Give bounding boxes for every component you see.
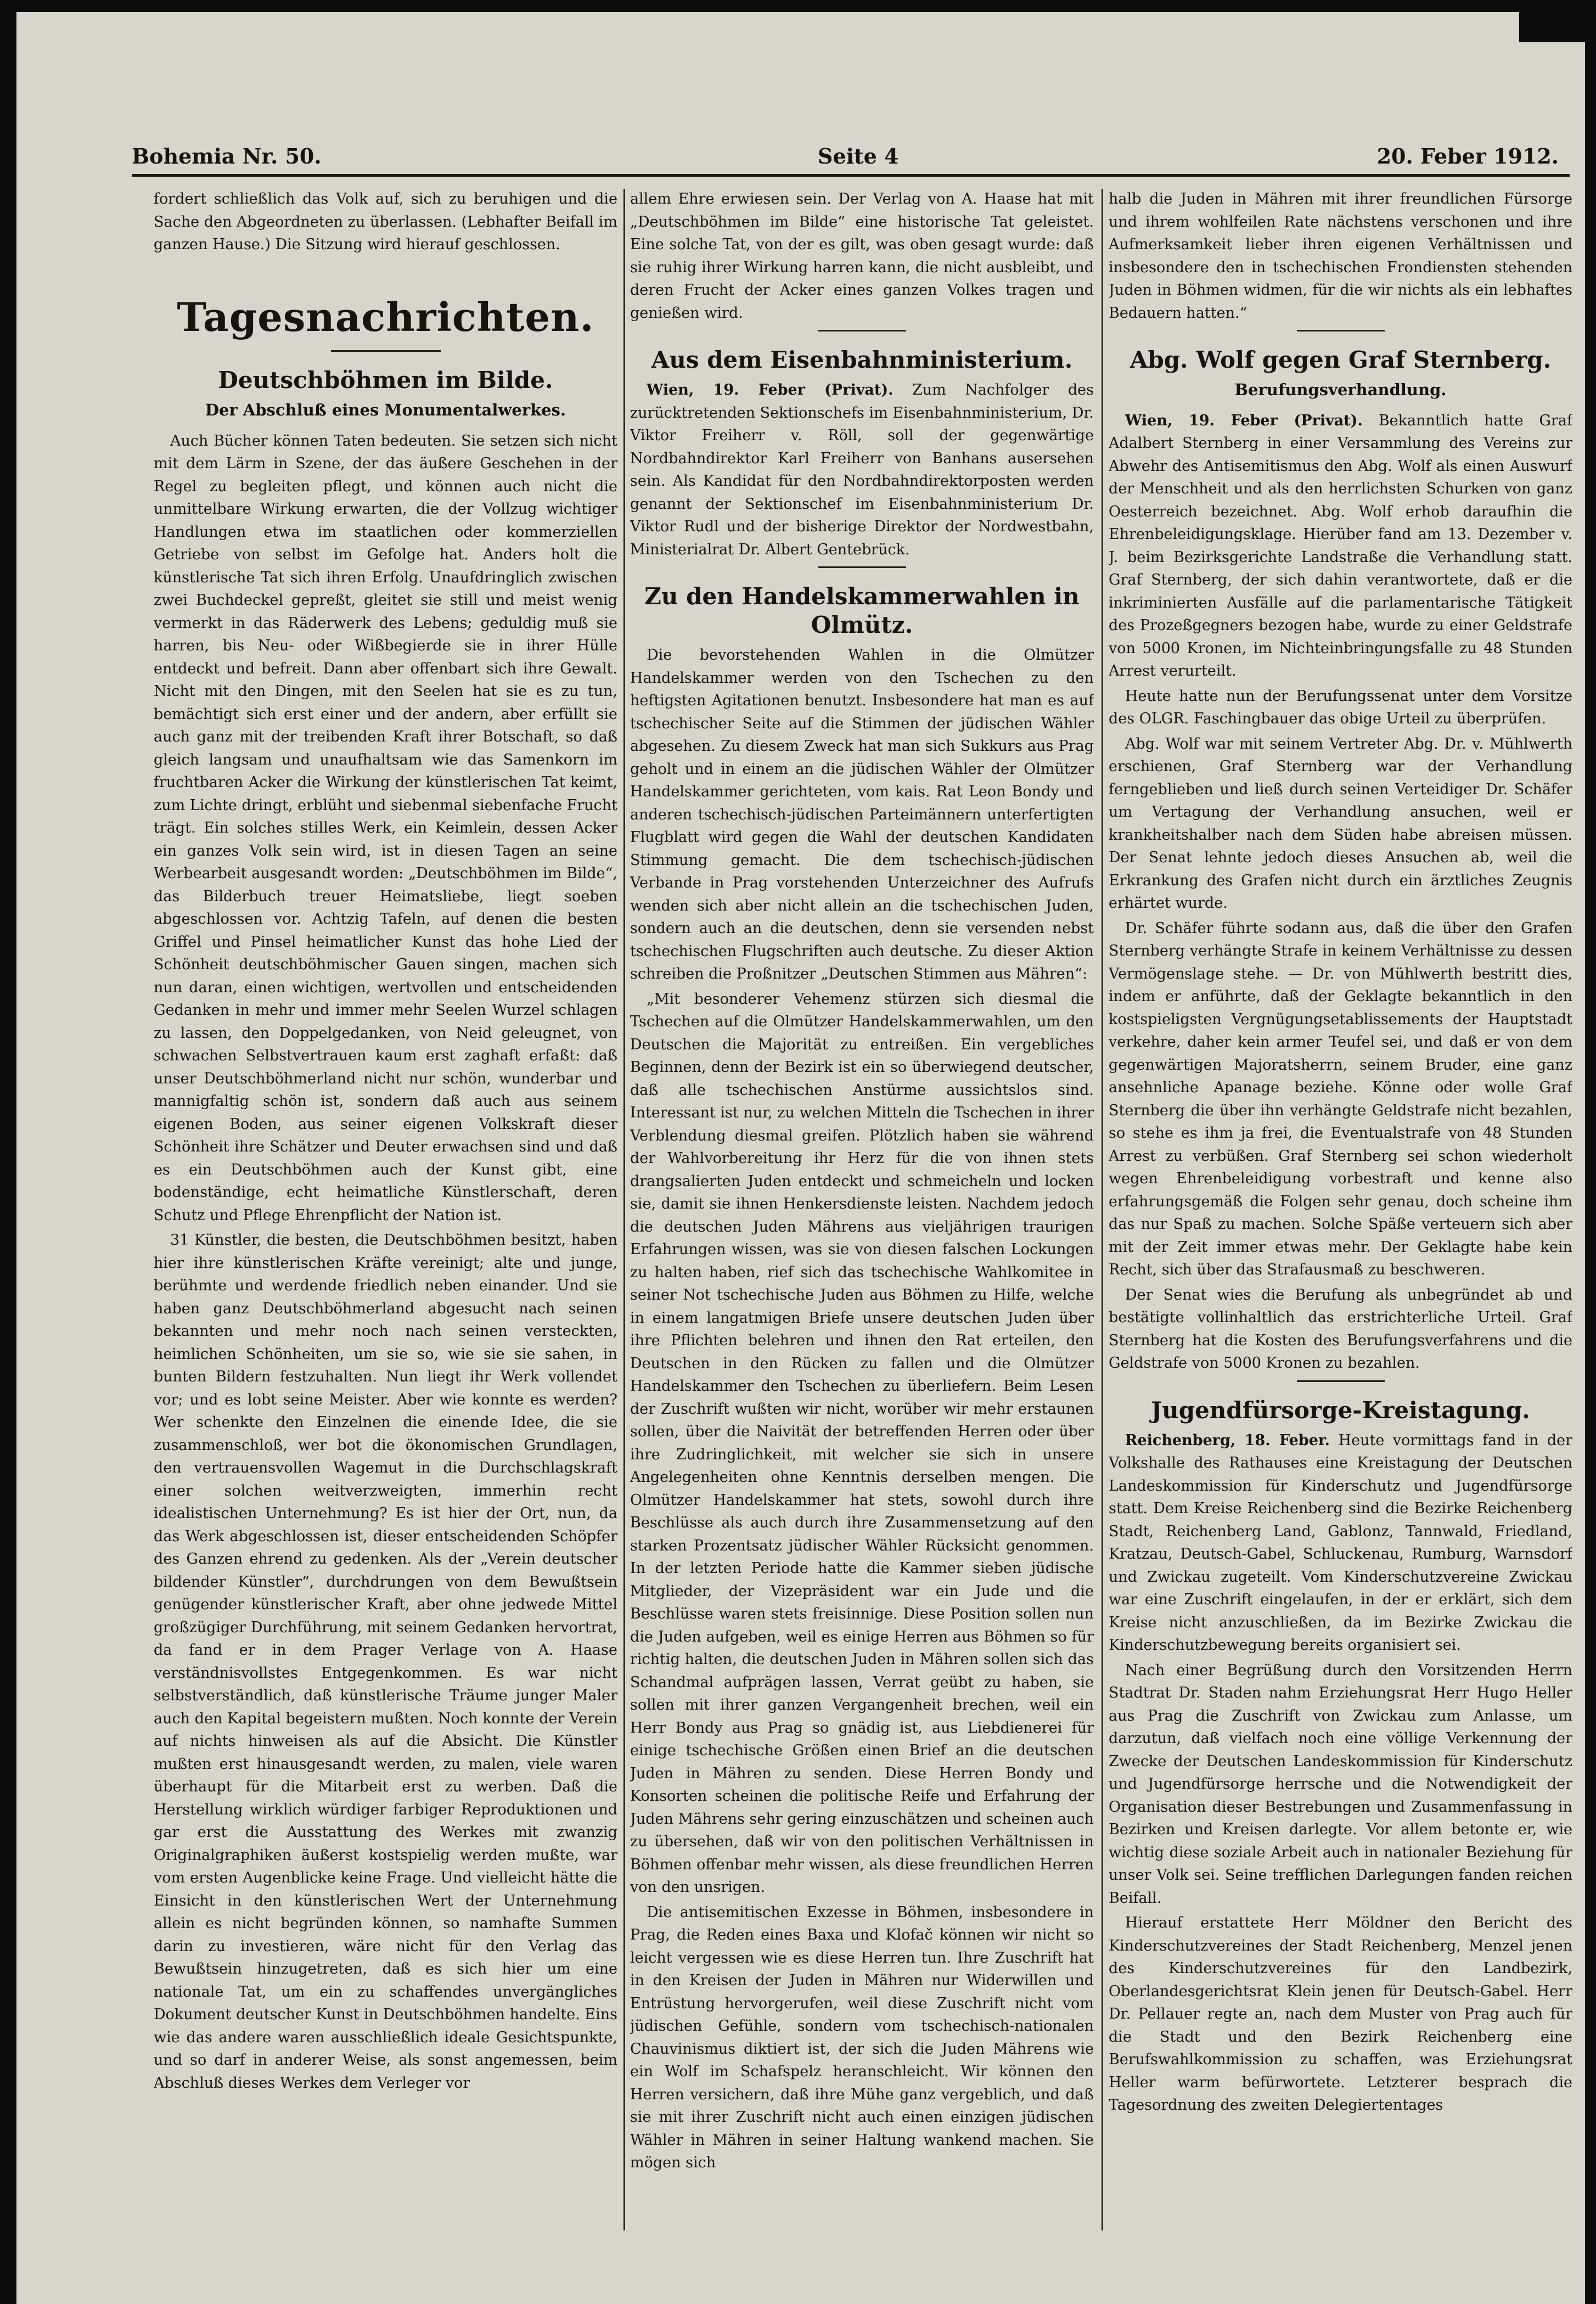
article-rule	[818, 566, 906, 568]
article-paragraph: Dr. Schäfer führte sodann aus, daß die über den Grafen Sternberg verhängte Strafe in keinem Verhältnisse zu dessen Vermögenslage stehe. — Dr. von Mühlwerth bestritt dies, indem er anführte, daß der Geklagte bekanntlich in den kostspieligsten Vergnügungsetablissements der Hauptstadt verkehre, daher kein armer Teufel sei, und daß er von dem gegenwärtigen Majoratsherrn, seinem Bruder, eine ganz ansehnliche Apanage beziehe. Könne oder wolle Graf Sternberg die über ihn verhängte Geldstrafe nicht bezahlen, so stehe es ihm ja frei, die Eventualstrafe von 48 Stunden Arrest zu verbüßen. Graf Sternberg sei schon wiederholt wegen Ehrenbeleidigung vorbestraft und kenne also erfahrungsgemäß die Folgen sehr genau, doch scheine ihm das nur Spaß zu machen. Solche Späße verteuern sich aber mit der Zeit immer etwas mehr. Der Geklagte habe kein Recht, sich über das Strafausmaß zu beschweren.	[1109, 919, 1572, 1278]
header-issue: Bohemia Nr. 50.	[132, 144, 322, 168]
article-rule	[1297, 1380, 1385, 1382]
continued-text: halb die Juden in Mähren mit ihrer freundlichen Fürsorge und ihrem wohlfeilen Rate nächstens verschonen und ihre Aufmerksamkeit lieber ihren eigenen Verhältnissen und insbesondere den in tschechischen Frondiensten stehenden Juden in Böhmen widmen, für die wir nichts als ein lebhaftes Bedauern hatten.“	[1109, 190, 1572, 322]
header-page-number: Seite 4	[818, 144, 899, 168]
article-text: Bekanntlich hatte Graf Adalbert Sternberg in einer Versammlung des Vereins zur Abwehr des Antisemitismus den Abg. Wolf als einen Auswurf der Menschheit und als den herrlichsten Schurken von ganz Oesterreich bezeichnet. Abg. Wolf erhob daraufhin die Ehrenbeleidigungsklage. Hierüber fand am 13. Dezember v. J. beim Bezirksgerichte Landstraße die Verhandlung statt. Graf Sternberg, der sich dahin verantwortete, daß er die inkriminierten Ausfälle auf die parlamentarische Tätigkeit des Prozeßgegners bezogen habe, wurde zu einer Geldstrafe von 5000 Kronen, im Nichteinbringungsfalle zu 48 Stunden Arrest verurteilt.	[1109, 412, 1572, 679]
page-header	[132, 144, 1559, 177]
section-title: Tagesnachrichten.	[177, 293, 594, 340]
article-title: Aus dem Eisenbahnministerium.	[651, 346, 1073, 373]
section-rule	[331, 350, 441, 352]
article-rule	[1297, 330, 1385, 331]
dateline: Reichenberg, 18. Feber.	[1125, 1431, 1330, 1449]
continued-text: fordert schließlich das Volk auf, sich zu beruhigen und die Sache den Abgeordneten zu überlassen. (Lebhafter Beifall im ganzen Hause.) Die Sitzung wird hierauf geschlossen.	[154, 190, 617, 253]
article-title: Jugendfürsorge-Kreistagung.	[1151, 1396, 1530, 1424]
column-divider	[1102, 189, 1103, 2230]
article-paragraph: 31 Künstler, die besten, die Deutschböhmen besitzt, haben hier ihre künstlerischen Kräfte vereinigt; alte und junge, berühmte und werdende friedlich neben einander. Und sie haben ganz Deutschböhmerland abgesucht nach seinen bekannten und mehr noch nach seinen versteckten, heimlichen Schönheiten, um sie so, wie sie sie sahen, in bunten Bildern festzuhalten. Nun liegt ihr Werk vollendet vor; und es lobt seine Meister. Aber wie konnte es werden? Wer schenkte den Einzelnen die einende Idee, die sie zusammenschloß, wer bot die ökonomischen Grundlagen, den vertrauensvollen Wagemut in die Durchschlagskraft einer solchen weitverzweigten, immerhin recht idealistischen Unternehmung? Es ist hier der Ort, nun, da das Werk abgeschlossen ist, dieser entscheidenden Schöpfer des Ganzen ehrend zu gedenken. Als der „Verein deutscher bildender Künstler“, durchdrungen von dem Bewußtsein genügender künstlerischer Kraft, aber ohne jedwede Mittel großzügiger Durchführung, mit seinem Gedanken hervortrat, da fand er in dem Prager Verlage von A. Haase verständnisvollstes Entgegenkommen. Es war nicht selbstverständlich, daß künstlerische Träume junger Maler auch den Kapital begeistern mußten. Noch konnte der Verein auf nichts hinweisen als auf die Absicht. Die Künstler mußten erst hinausgesandt werden, zu malen, viele waren überhaupt für die Mitarbeit erst zu werben. Daß die Herstellung wirklich würdiger farbiger Reproduktionen und gar erst die Ausstattung des Werkes mit zwanzig Originalgraphiken äußerst kostspielig werden mußte, war vom ersten Augenblicke keine Frage. Und vielleicht hätte die Einsicht in den künstlerischen Wert der Unternehmung allein es nicht begründen können, so namhafte Summen darin zu investieren, wäre nicht für den Verlag das Bewußtsein hinzugetreten, daß es sich hier um eine nationale Tat, um ein zu schaffendes unvergängliches Dokument deutscher Kunst in Deutschböhmen handelte. Eins wie das andere waren ausschließlich ideale Gesichtspunkte, und so darf in anderer Weise, als sonst angemessen, beim Abschluß dieses Werkes dem Verleger vor	[154, 1232, 617, 2092]
article-paragraph: Hierauf erstattete Herr Möldner den Bericht des Kinderschutzvereines der Stadt Reichenberg, Menzel jenen des Kinderschutzvereines für den Landbezirk, Oberlandesgerichtsrat Klein jenen für Deutsch-Gabel. Herr Dr. Pellauer regte an, nach dem Muster von Prag auch für die Stadt und den Bezirk Reichenberg eine Berufswahlkommission zu schaffen, was Erziehungsrat Heller warm befürwortete. Letzterer besprach die Tagesordnung des zweiten Delegiertentages	[1109, 1914, 1572, 2114]
article-paragraph: Der Senat wies die Berufung als unbegründet ab und bestätigte vollinhaltlich das erstrichterliche Urteil. Graf Sternberg hat die Kosten des Berufungsverfahrens und die Geldstrafe von 5000 Kronen zu bezahlen.	[1109, 1286, 1572, 1372]
article-title: Abg. Wolf gegen Graf Sternberg.	[1129, 346, 1552, 373]
dateline: Wien, 19. Feber (Privat).	[1125, 412, 1363, 429]
scan-edge	[1519, 12, 1585, 42]
article-text: Zum Nachfolger des zurücktretenden Sektionschefs im Eisenbahnministerium, Dr. Viktor Freiherr v. Röll, soll der gegenwärtige Nordbahndirektor Karl Freiherr von Banhans ausersehen sein. Als Kandidat für den Nordbahndirektorposten werden genannt der Sektionschef im Eisenbahnministerium Dr. Viktor Rudl und der bisherige Direktor der Nordwestbahn, Ministerialrat Dr. Albert Gentebrück.	[630, 381, 1094, 558]
article-title: Deutschböhmen im Bilde.	[218, 367, 553, 394]
article-paragraph: Auch Bücher können Taten bedeuten. Sie setzen sich nicht mit dem Lärm in Szene, der das äußere Geschehen in der Regel zu begleiten pflegt, und können auch nicht die unmittelbare Wirkung erwarten, die der Vollzug wichtiger Handlungen etwa im staatlichen oder kommerziellen Getriebe von selbst im Gefolge hat. Anders holt die künstlerische Tat sich ihren Erfolg. Unaufdringlich zwischen zwei Buchdeckel gepreßt, gleitet sie still und meist wenig vermerkt in das Räderwerk des Lebens; geduldig muß sie harren, bis Neu- oder Wißbegierde sie in ihrer Hülle entdeckt und befreit. Dann aber offenbart sich ihre Gewalt. Nicht mit den Dingen, mit den Seelen hat sie es zu tun, bemächtigt sich erst einer und der andern, aber erfüllt sie auch ganz mit der treibenden Kraft ihrer Botschaft, so daß gleich langsam und unaufhaltsam wie das Samenkorn im fruchtbaren Acker die Wirkung der künstlerischen Tat keimt, zum Lichte dringt, erblüht und siebenmal siebenfache Frucht trägt. Ein solches stilles Werk, ein Keimlein, dessen Acker ein ganzes Volk sein wird, ist in diesen Tagen an seine Werbearbeit ausgesandt worden: „Deutschböhmen im Bilde“, das Bilderbuch treuer Heimatsliebe, liegt soeben abgeschlossen vor. Achtzig Tafeln, auf denen die besten Griffel und Pinsel heimatlicher Kunst das hohe Lied der Schönheit deutschböhmischer Gauen singen, machen sich nun daran, einen wichtigen, wertvollen und entscheidenden Gedanken in mehr und immer mehr Seelen Wurzel schlagen zu lassen, den Doppelgedanken, von Neid geleugnet, von schwachen Selbstvertrauen kaum erst zaghaft erfaßt: daß unser Deutschböhmerland nicht nur schön, wunderbar und mannigfaltig schön ist, sondern daß auch aus seinem eigenen Boden, aus seiner eigenen Volkskraft dieser Schönheit ihre Schätzer und Deuter erwachsen sind und daß es ein Deutschböhmen auch der Kunst gibt, eine bodenständige, echt heimatliche Künstlerschaft, deren Schutz und Pflege Ehrenpflicht der Nation ist.	[154, 432, 617, 1224]
article-paragraph: „Mit besonderer Vehemenz stürzen sich diesmal die Tschechen auf die Olmützer Handelskammerwahlen, um den Deutschen die Majorität zu entreißen. Ein vergebliches Beginnen, denn der Bezirk ist ein so überwiegend deutscher, daß alle tschechischen Anstürme aussichtslos sind. Interessant ist nur, zu welchen Mitteln die Tschechen in ihrer Verblendung diesmal greifen. Plötzlich haben sie während der Wahlvorbereitung ihr Herz für die von ihnen stets drangsalierten Juden entdeckt und schmeicheln und locken sie, damit sie ihnen Henkersdienste leisten. Nachdem jedoch die deutschen Juden Mährens aus vieljährigen traurigen Erfahrungen wissen, was sie von diesen falschen Lockungen zu halten haben, rief sich das tschechische Wahlkomitee in seiner Not tschechische Juden aus Böhmen zu Hilfe, welche in einem langatmigen Briefe unsere deutschen Juden über ihre Pflichten belehren und ihnen den Rat erteilen, den Deutschen in den Rücken zu fallen und die Olmützer Handelskammer den Tschechen zu überliefern. Beim Lesen der Zuschrift wußten wir nicht, worüber wir mehr erstaunen sollen, über die Naivität der betreffenden Herren oder über ihre Zudringlichkeit, mit welcher sie sich in unsere Angelegenheiten ohne Kenntnis derselben mengen. Die Olmützer Handelskammer hat stets, sowohl durch ihre Beschlüsse als auch durch ihre Zusammensetzung auf den starken Prozentsatz jüdischer Wähler Rücksicht genommen. In der letzten Periode hatte die Kammer sieben jüdische Mitglieder, der Vizepräsident war ein Jude und die Beschlüsse waren stets freisinnige. Diese Position sollen nun die Juden aufgeben, weil es einige Herren aus Böhmen so für richtig halten, die deutschen Juden in Mähren sollen sich das Schandmal aufprägen lassen, Verrat geübt zu haben, sie sollen mit ihrer ganzen Vergangenheit brechen, weil ein Herr Bondy aus Prag so gnädig ist, aus Liebdienerei für einige tschechische Größen einen Brief an die deutschen Juden in Mähren zu senden. Diese Herren Bondy und Konsorten scheinen die politische Reife und Erfahrung der Juden Mährens sehr gering einzuschätzen und scheinen auch zu übersehen, daß wir von den politischen Verhältnissen in Böhmen offenbar mehr wissen, als diese freundlichen Herren von den unsrigen.	[630, 990, 1094, 1896]
column-2	[630, 188, 1094, 2251]
column-divider	[623, 189, 625, 2230]
article-text: Heute vormittags fand in der Volkshalle des Rathauses eine Kreistagung der Deutschen Landeskommission für Kinderschutz und Jugendfürsorge statt. Dem Kreise Reichenberg sind die Bezirke Reichenberg Stadt, Reichenberg Land, Gablonz, Tannwald, Friedland, Kratzau, Deutsch-Gabel, Schluckenau, Rumburg, Warnsdorf und Zwickau zugeteilt. Vom Kinderschutzvereine Zwickau war eine Zuschrift eingelaufen, in der er erklärt, sich dem Kreise nicht anzuschließen, da im Bezirke Zwickau die Kinderschutzbewegung bereits organisiert sei.	[1109, 1431, 1572, 1654]
article-paragraph: Die bevorstehenden Wahlen in die Olmützer Handelskammer werden von den Tschechen zu den heftigsten Agitationen benutzt. Insbesondere hat man es auf tschechischer Seite auf die Stimmen der jüdischen Wähler abgesehen. Zu diesem Zweck hat man sich Sukkurs aus Prag geholt und in einem an die jüdischen Wähler der Olmützer Handelskammer gerichteten, vom kais. Rat Leon Bondy und anderen tschechisch-jüdischen Parteimännern unterfertigten Flugblatt wird gegen die Wahl der deutschen Kandidaten Stimmung gemacht. Die dem tschechisch-jüdischen Verbande in Prag vorstehenden Unterzeichner des Aufrufs wenden sich aber nicht allein an die tschechischen Juden, sondern auch an die deutschen, denn sie versenden nebst tschechischen Flugschriften auch deutsche. Zu dieser Aktion schreiben die Proßnitzer „Deutschen Stimmen aus Mähren“:	[630, 647, 1094, 982]
column-3	[1109, 188, 1572, 2251]
article-paragraph	[1109, 409, 1572, 683]
article-paragraph: Nach einer Begrüßung durch den Vorsitzenden Herrn Stadtrat Dr. Staden nahm Erziehungsrat Herr Hugo Heller aus Prag die Zuschrift von Zwickau zum Anlasse, um darzutun, daß vielfach noch eine völlige Verkennung der Zwecke der Deutschen Landeskommission für Kinderschutz und Jugendfürsorge herrsche und die Notwendigkeit der Organisation dieser Bestrebungen und Zusammenfassung in Bezirken und Kreisen darlegte. Vor allem betonte er, wie wichtig diese soziale Arbeit auch in nationaler Beziehung für unser Volk sei. Seine trefflichen Darlegungen fanden reichen Beifall.	[1109, 1661, 1572, 1907]
header-rule	[132, 174, 1570, 177]
article-paragraph: Heute hatte nun der Berufungssenat unter dem Vorsitze des OLGR. Faschingbauer das obige Urteil zu überprüfen.	[1109, 687, 1572, 727]
continued-text: allem Ehre erwiesen sein. Der Verlag von A. Haase hat mit „Deutschböhmen im Bilde“ eine historische Tat geleistet. Eine solche Tat, von der es gilt, was oben gesagt wurde: daß sie ruhig ihrer Wirkung harren kann, die nicht ausbleibt, und deren Frucht der Acker eines ganzen Volkes tragen und genießen wird.	[630, 190, 1094, 322]
article-paragraph: Abg. Wolf war mit seinem Vertreter Abg. Dr. v. Mühlwerth erschienen, Graf Sternberg war der Verhandlung ferngeblieben und ließ durch seinen Verteidiger Dr. Schäfer um Vertagung der Verhandlung ansuchen, weil er krankheitshalber nach dem Süden habe abreisen müssen. Der Senat lehnte jedoch dieses Ansuchen ab, weil die Erkrankung des Grafen nicht durch ein ärztliches Zeugnis erhärtet wurde.	[1109, 735, 1572, 912]
dateline: Wien, 19. Feber (Privat).	[647, 381, 893, 398]
header-date: 20. Feber 1912.	[1376, 144, 1559, 168]
article-title: Zu den Handelskammerwahlen in Olmütz.	[644, 583, 1080, 638]
article-paragraph	[1109, 1429, 1572, 1657]
article-rule	[818, 330, 906, 331]
newspaper-page	[16, 12, 1585, 2304]
article-subtitle: Der Abschluß eines Monumentalwerkes.	[205, 401, 566, 419]
column-1	[154, 188, 617, 2251]
article-paragraph: Die antisemitischen Exzesse in Böhmen, insbesondere in Prag, die Reden eines Baxa und Klofač können wir nicht so leicht vergessen wie es diese Herren tun. Ihre Zuschrift hat in den Kreisen der Juden in Mähren nur Widerwillen und Entrüstung hervorgerufen, weil diese Zuschrift nicht vom jüdischen Gefühle, sondern vom tschechisch-nationalen Chauvinismus diktiert ist, der sich die Juden Mährens wie ein Wolf im Schafspelz heranschleicht. Wir können den Herren versichern, daß ihre Mühe ganz vergeblich, und daß sie mit ihrer Zuschrift nicht auch einen einzigen jüdischen Wähler in Mähren in seiner Haltung wankend machen. Sie mögen sich	[630, 1903, 1094, 2171]
article-paragraph	[630, 379, 1094, 561]
article-subtitle: Berufungsverhandlung.	[1234, 380, 1447, 399]
